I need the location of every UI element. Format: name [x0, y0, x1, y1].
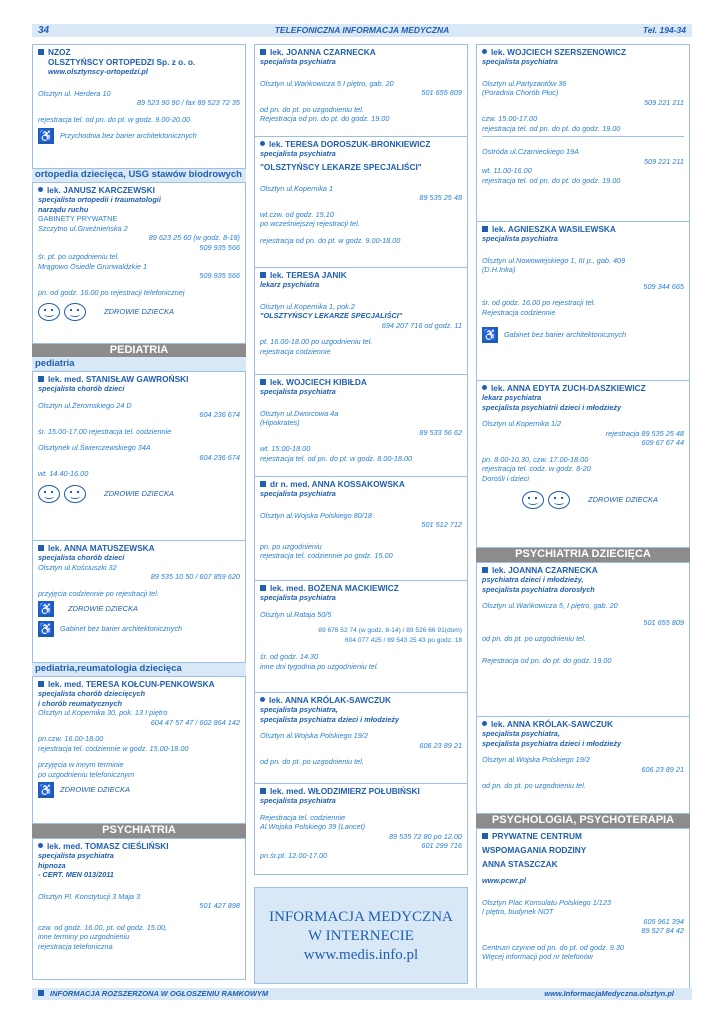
hours: od pn. do pt. po uzgodnieniu tel. [482, 781, 586, 790]
address: Szczytno ul.Gnieźnieńska 2 [38, 223, 128, 233]
phone: 609 67 67 44 [641, 438, 684, 447]
address: Mrągowo Osiedle Grunwaldzkie 1 [38, 261, 148, 271]
specialty: narządu ruchu [38, 204, 89, 214]
zdrowie-dziecka-label: ZDROWIE DZIECKA [104, 488, 175, 498]
specialty: specjalista chorób dzieci [38, 384, 125, 393]
specialty: hipnoza [38, 860, 66, 870]
accessibility-note: Gabinet bez barier architektonicznych [504, 329, 627, 339]
page-header [32, 24, 692, 37]
hours: przyjęcia w innym terminie [38, 760, 124, 769]
hours: rejestracja tel. od pn. do pt. do godz. 19.00 [482, 123, 621, 133]
section-title: PEDIATRIA [32, 343, 246, 358]
hours: pn. 8.00-10.30, czw. 17.00-18.00 [482, 454, 589, 464]
specialty: specjalista psychiatra [260, 489, 336, 498]
hours: od pn. do pt. po uzgodnieniu tel. [260, 757, 364, 766]
phone: 605 961 394 [643, 916, 684, 926]
address: Olsztyn ul.Kościuszki 32 [38, 562, 117, 572]
listing-centrum [476, 828, 690, 998]
phone: 606 23 89 21 [419, 740, 462, 750]
specialty: specjalista psychiatra [260, 57, 336, 66]
doctor-name: lek. JOANNA CZARNECKA [492, 565, 598, 575]
address: Olsztyn al.Wojska Polskiego 80/18 [260, 510, 372, 520]
address: (D.H.Inka) [482, 265, 516, 274]
address: Olsztyn ul.Wańkowicza 5, I piętro, gab. 20 [482, 601, 618, 610]
specialty: i chorób reumatycznych [38, 698, 122, 708]
hours: śr. od godz. 16.00 po rejestracji tel. [482, 298, 596, 307]
doctor-name: lek. med. TOMASZ CIEŚLIŃSKI [47, 841, 169, 851]
clinic-name: "OLSZTYŃSCY LEKARZE SPECJALIŚCI" [260, 311, 403, 320]
header-title: TELEFONICZNA INFORMACJA MEDYCZNA [274, 25, 450, 35]
listing-polubinski [254, 783, 468, 875]
hours: przyjęcia codziennie po rejestracji tel. [38, 588, 159, 598]
doctor-name: lek. ANNA EDYTA ZUCH-DASZKIEWICZ [491, 383, 646, 393]
hours: pt. 16.00-18.00 po uzgodnieniu tel. [260, 337, 373, 346]
address: (Hipokrates) [260, 418, 300, 427]
phone: 89 527 84 42 [641, 926, 684, 935]
phone: 509 344 665 [643, 281, 684, 291]
hours: pn.czw. 16.00-18.00 [38, 734, 104, 743]
hours: Centrum czynne od pn. do pt. od godz. 9.30 [482, 942, 624, 952]
address: Olsztyn ul.Kopernika 1 [260, 183, 334, 193]
address: Olsztyn ul.Kopernika 1, pok.2 [260, 301, 355, 311]
address: Olsztyn ul. Herdera 10 [38, 88, 111, 98]
listing-krolak-dzieci [476, 716, 690, 814]
listing-wasilewska [476, 221, 690, 381]
hours: rejestracja tel. codziennie w godz. 15.00-18.00 [38, 743, 189, 753]
clinic-name: PRYWATNE CENTRUM [492, 831, 582, 841]
hours: pn. od godz. 16.00 po rejestracji telefonicznej [38, 287, 185, 297]
hours: czw. od godz. 16.00, pt. od godz. 15.00, [38, 922, 168, 932]
accessibility-note: Gabinet bez barier architektonicznych [60, 623, 183, 633]
specialty: specjalista psychiatra [260, 387, 336, 396]
listing-heading: NZOZ [48, 47, 71, 57]
address: Olsztyn al.Wojska Polskiego 19/2 [482, 755, 590, 764]
doctor-name: lek. WOJCIECH KIBIŁDA [270, 377, 367, 387]
hours: wt. 11.00-16.00 [482, 166, 532, 175]
listing-karczewski [32, 182, 246, 344]
children-faces-icon [38, 485, 90, 503]
doctor-name: lek. med. WŁODZIMIERZ POŁUBIŃSKI [270, 786, 420, 796]
doctor-name: lek. JOANNA CZARNECKA [270, 47, 376, 57]
specialty: specjalista psychiatra [482, 234, 558, 243]
hours: rejestracja tel. codz. w godz. 8-20 [482, 464, 591, 473]
address: Olsztyn ul.Nowowiejskiego 1, III p., gab. 409 [482, 255, 626, 265]
listing-kibilda [254, 374, 468, 477]
listing-doroszuk [254, 136, 468, 268]
specialty: specjalista chorób dziecięcych [38, 689, 146, 698]
hours: rejestracja tel. codziennie po godz. 15.00 [260, 551, 393, 560]
children-faces-icon [38, 303, 90, 321]
hours: Rejestracja codziennie [482, 307, 556, 317]
listing-kossakowska [254, 476, 468, 581]
hours: rejestracja telefoniczna [38, 941, 113, 951]
page-footer [32, 988, 692, 1000]
hours: czw. 15.00-17.00 [482, 114, 538, 123]
listing-czarnecka [254, 44, 468, 137]
phone: 501 655 809 [643, 617, 684, 627]
phone: 604 236 674 [199, 452, 240, 462]
hours: rejestracja od pn. do pt. w godz. 9.00-18.00 [260, 235, 401, 245]
zdrowie-dziecka-label: ZDROWIE DZIECKA [104, 306, 175, 316]
children-faces-icon [522, 491, 574, 509]
footer-website[interactable]: www.InformacjaMedyczna.olsztyn.pl [544, 989, 674, 998]
hours: inne dni tygodnia po uzgodnieniu tel. [260, 661, 379, 671]
page-number: 34 [38, 25, 50, 36]
phone: 89 535 72 80 po 12.00 [388, 831, 462, 841]
internet-info-box [254, 887, 468, 984]
wheelchair-icon: ♿ [38, 129, 54, 143]
hours: śr. 15.00-17.00 rejestracja tel. codziennie [38, 426, 172, 436]
phone: 606 23 89 21 [641, 764, 684, 774]
phone: 89 523 90 90 / fax 89 523 72 35 [136, 98, 240, 107]
doctor-name: lek. ANNA MATUSZEWSKA [48, 543, 155, 553]
hours: Rejestracja tel. codziennie [260, 812, 346, 822]
phone: rejestracja 89 535 25 48 [605, 428, 684, 438]
info-title: INFORMACJA MEDYCZNA [269, 909, 453, 925]
hours: od pn. do pt. po uzgodnieniu tel. [482, 634, 586, 643]
address: Olsztyn ul.Kopernika 1/2 [482, 419, 562, 428]
listing-matuszewska [32, 540, 246, 663]
phone: 604 47 57 47 / 602 864 142 [150, 717, 240, 727]
wheelchair-icon: ♿ [38, 622, 54, 636]
specialty: specjalista psychiatra dzieci i młodzieży [260, 714, 400, 724]
phone: 604 236 674 [199, 410, 240, 419]
hours: Więcej informacji pod nr telefonów [482, 952, 594, 961]
header-tel: Tel. 194-34 [642, 25, 686, 35]
phone: 89 535 10 50 / 607 859 620 [150, 572, 240, 581]
section-title: PSYCHOLOGIA, PSYCHOTERAPIA [476, 813, 690, 828]
clinic-name: "OLSZTYŃSCY LEKARZE SPECJALIŚCI" [260, 161, 422, 172]
clinic-name: WSPOMAGANIA RODZINY [482, 845, 587, 855]
specialty: specjalista psychiatra dzieci i młodzieży [482, 738, 622, 748]
section-subtitle: ortopedia dziecięca, USG stawów biodrowych [32, 168, 246, 182]
listing-zuch [476, 380, 690, 548]
address: Olsztyn Plac Konsulatu Polskiego 1/123 [482, 897, 611, 907]
section-title: PSYCHIATRIA DZIECIĘCA [476, 547, 690, 562]
address: Olsztyn ul.Kopernika 30, pok. 13 I piętro [38, 708, 168, 717]
hours: po uzgodnieniu telefonicznym [38, 769, 135, 779]
phone: 501 655 809 [421, 88, 462, 97]
specialty: specjalista psychiatra [260, 796, 336, 805]
address: (Poradnia Chorób Płuc) [482, 88, 559, 97]
info-website[interactable]: www.medis.info.pl [303, 947, 419, 963]
address: Al.Wojska Polskiego 39 (Lancet) [260, 822, 366, 831]
doctor-name: lek. ANNA KRÓLAK-SAWCZUK [269, 695, 391, 705]
specialty: specjalista psychiatra, [260, 705, 338, 714]
phone: 509 221 211 [643, 156, 684, 166]
listing-cieslinski [32, 838, 246, 980]
phone: 501 512 712 [421, 520, 462, 529]
doctor-name: lek. med. BOŻENA MACKIEWICZ [270, 583, 399, 593]
specialty: lekarz psychiatra [482, 393, 542, 402]
phone: 89 678 52 74 (w godz. 8-14) / 89 526 66 91(dom) [318, 627, 462, 634]
clinic-name: OLSZTYŃSCY ORTOPEDZI Sp. z o. o. [48, 57, 196, 67]
hours: pn.śr.pt. 12.00-17.00 [260, 850, 328, 860]
hours: pn. po uzgodnieniu [260, 541, 322, 551]
listing-janik [254, 267, 468, 375]
address: Olsztyn ul.Żeromskiego 24 D [38, 400, 132, 410]
address: Olsztyn al.Wojska Polskiego 19/2 [260, 731, 368, 740]
phone: 89 533 56 62 [419, 427, 462, 437]
hours: inne terminy po uzgodnieniu [38, 932, 130, 941]
info-line: GABINETY PRYWATNE [38, 214, 118, 223]
doctor-name: lek. WOJCIECH SZERSZENOWICZ [491, 47, 627, 57]
phone: 509 935 566 [199, 242, 240, 252]
hours: Dorośli i dzieci [482, 473, 530, 483]
specialty: specjalista chorób dzieci [38, 553, 125, 562]
hours: rejestracja tel. od pn. do pt. do godz. 19.00 [482, 175, 621, 185]
specialty: psychiatra dzieci i młodzieży, [482, 575, 584, 584]
listing-nzoz [32, 44, 246, 169]
specialty: specjalista ortopedii i traumatologii [38, 195, 161, 204]
phone: 501 427 898 [199, 901, 240, 910]
accessibility-note: Przychodnia bez barier architektonicznych [60, 130, 197, 140]
listing-krolak [254, 692, 468, 784]
doctor-name: lek. ANNA KRÓLAK-SAWCZUK [491, 719, 613, 729]
zdrowie-dziecka-label: ZDROWIE DZIECKA [60, 784, 131, 794]
zdrowie-dziecka-label: ZDROWIE DZIECKA [588, 494, 659, 504]
phone: 89 535 25 48 [419, 193, 462, 202]
listing-szerszenowicz [476, 44, 690, 222]
certificate: - CERT. MEN 013/2011 [38, 870, 114, 879]
address: Olsztynek ul.Świerczewskiego 34A [38, 443, 151, 452]
hours: śr. od godz. 14.30 [260, 652, 319, 661]
column-1 [32, 44, 246, 984]
hours: po wcześniejszej rejestracji tel. [260, 219, 360, 228]
doctor-name: dr n. med. ANNA KOSSAKOWSKA [270, 479, 405, 489]
specialty: specjalista psychiatra dorosłych [482, 584, 595, 594]
phone: 604 077 425 / 89 543 25 43 po godz. 18 [345, 636, 462, 644]
wheelchair-icon: ♿ [482, 328, 498, 342]
phone: 694 207 716 od godz. 11 [381, 320, 462, 330]
address: Olsztyn ul.Dworcowa 4a [260, 408, 339, 418]
section-subtitle: pediatria,reumatologia dziecięca [32, 662, 246, 676]
footer-note: INFORMACJA ROZSZERZONA W OGŁOSZENIU RAMKOWYM [38, 988, 268, 1000]
specialty: specjalista psychiatra [482, 57, 558, 66]
column-2 [254, 44, 468, 984]
phone: 601 299 716 [421, 841, 462, 850]
hours: rejestracja tel. od pn. do pt. w godz. 9.00-20.00 [38, 114, 191, 124]
specialty: specjalista psychiatra, [482, 729, 560, 738]
zdrowie-dziecka-label: ZDROWIE DZIECKA [68, 603, 139, 613]
hours: rejestracja tel. od pn. do pt. w godz. 8.00-18.00 [260, 453, 413, 463]
divider [482, 136, 684, 137]
hours: od pn. do pt. po uzgodnieniu tel. [260, 104, 364, 114]
doctor-name: lek. med. STANISŁAW GAWROŃSKI [48, 374, 189, 384]
clinic-website[interactable]: www.pcwr.pl [482, 876, 526, 885]
address: I piętro, budynek NOT [482, 907, 554, 916]
address: Ostróda ul.Czarnieckiego 19A [482, 147, 579, 156]
hours: Rejestracja od pn. do pt. do godz. 19.00 [260, 114, 390, 123]
hours: Rejestracja od pn. do pt. do godz. 19.00 [482, 655, 612, 665]
specialty: specjalista psychiatra [260, 593, 336, 602]
address: Olsztyn ul.Rataja 50/5 [260, 609, 332, 619]
info-subtitle: W INTERNECIE [308, 928, 414, 944]
wheelchair-icon: ♿ [38, 783, 54, 797]
address: Olsztyn ul.Partyzantów 36 [482, 78, 567, 88]
phone: 509 935 566 [199, 271, 240, 280]
children-faces-icon: ♿ [38, 602, 54, 616]
doctor-name: lek. JANUSZ KARCZEWSKI [47, 185, 155, 195]
listing-gawronski [32, 371, 246, 541]
specialty: specjalista psychiatra [260, 149, 336, 158]
listing-czarnecka-dzieci [476, 562, 690, 717]
doctor-name: lek. med. TERESA KOŁCUN-PENKOWSKA [48, 679, 215, 689]
hours: wt.czw. od godz. 15.10 [260, 209, 334, 219]
clinic-website[interactable]: www.olsztynscy-ortopedzi.pl [48, 67, 148, 76]
phone: 509 221 211 [643, 97, 684, 107]
doctor-name: lek. AGNIESZKA WASILEWSKA [492, 224, 616, 234]
address: Olsztyn ul.Wańkowicza 5 I piętro, gab. 20 [260, 78, 394, 88]
doctor-name: lek. TERESA JANIK [270, 270, 347, 280]
clinic-owner: ANNA STASZCZAK [482, 859, 558, 869]
phone: 89 623 25 60 (w godz. 8-18) [148, 233, 240, 242]
section-title: PSYCHIATRIA [32, 823, 246, 838]
specialty: specjalista psychiatra [38, 851, 114, 860]
address: Olsztyn Pl. Konstytucji 3 Maja 3 [38, 891, 141, 901]
listing-kolcun [32, 676, 246, 824]
specialty: specjalista psychiatrii dzieci i młodzieży [482, 402, 622, 412]
listing-mackiewicz [254, 580, 468, 693]
column-3 [476, 44, 690, 984]
section-subtitle: pediatria [32, 357, 246, 371]
hours: wt. 15.00-18.00 [260, 444, 311, 453]
specialty: lekarz psychiatra [260, 280, 320, 289]
doctor-name: lek. TERESA DOROSZUK-BRONKIEWICZ [269, 139, 431, 149]
hours: śr. pt. po uzgodnieniu tel. [38, 252, 120, 261]
hours: wt. 14.40-16.00 [38, 469, 89, 478]
hours: rejestracja codziennie [260, 346, 331, 356]
